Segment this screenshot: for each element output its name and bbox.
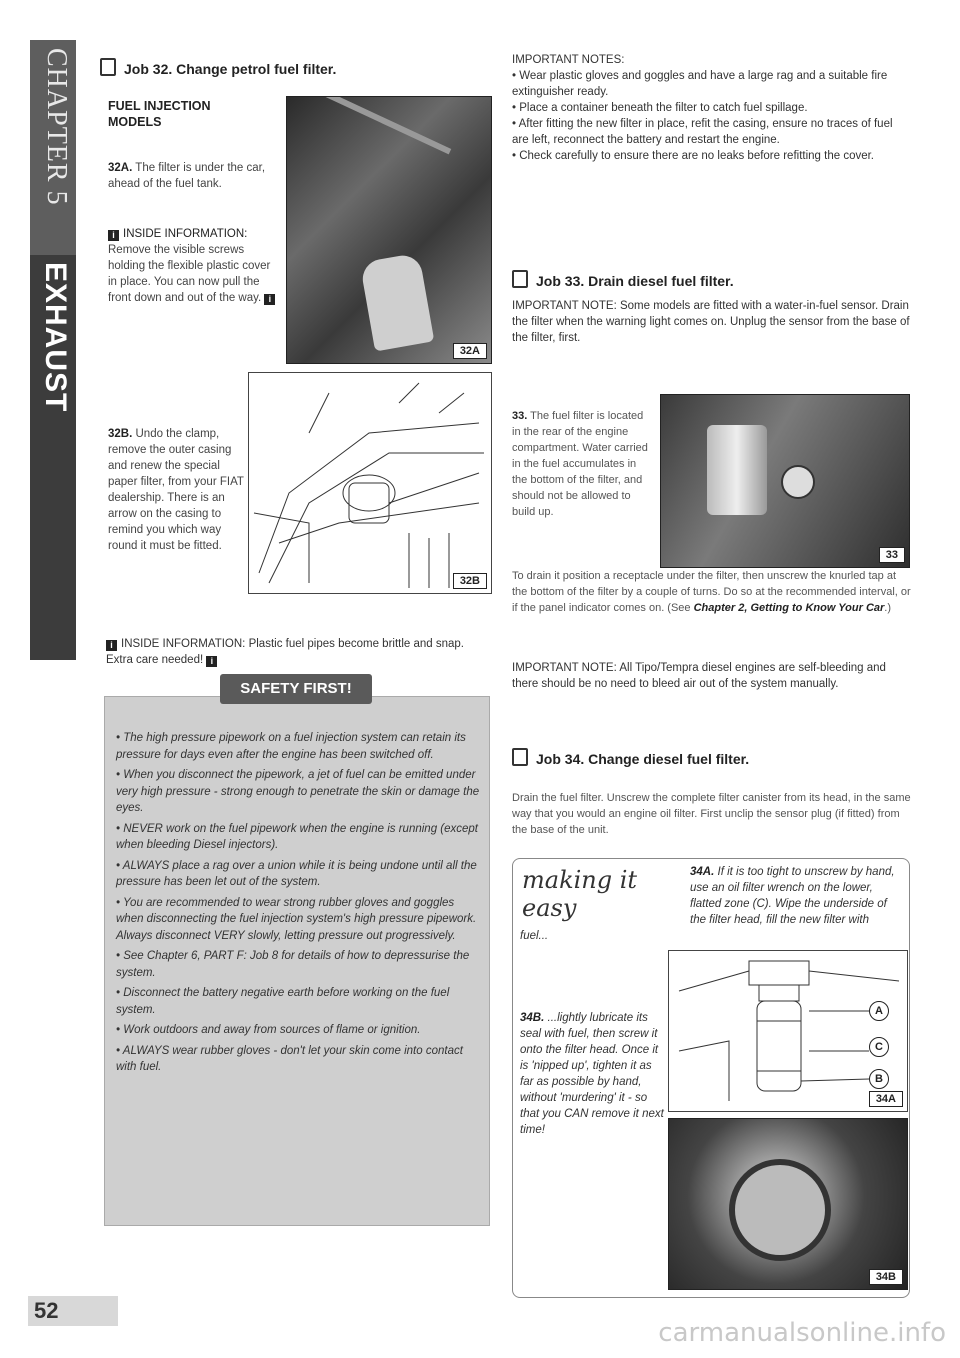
- info-end-icon: i: [206, 656, 217, 667]
- safety-item: • ALWAYS wear rubber gloves - don't let your skin come into contact with fuel.: [116, 1044, 463, 1073]
- callout-a: A: [869, 1001, 889, 1021]
- callout-c: C: [869, 1037, 889, 1057]
- safety-item: • You are recommended to wear strong rubber gloves and goggles when disconnecting the fuel injection system's high pressure pipework. Always disconnect VERY slowly, letting pressure out progressively.: [116, 896, 477, 942]
- important-notes: IMPORTANT NOTES: • Wear plastic gloves and goggles and have a large rag and a suitable fire extinguisher ready. • Place a container beneath the filter to catch fuel spillage. • After fitting the new filter in place, refit the casing, ensure no traces of fuel are left, reconnect the battery and restart the engine. • Check carefully to ensure there are no leaks before refitting the cover.: [512, 52, 912, 164]
- step-32b: 32B. Undo the clamp, remove the outer casing and renew the special paper filter, from your FIAT dealership. There is an arrow on the casing to remind you which way round it must be fitted.: [108, 428, 244, 552]
- checkbox-icon[interactable]: [100, 58, 116, 76]
- safety-item: • When you disconnect the pipework, a jet of fuel can be emitted under very high pressure - strong enough to penetrate the skin or damage the eyes.: [116, 769, 480, 814]
- page-number: 52: [28, 1296, 118, 1326]
- diagram-32b-label: 32B: [453, 573, 487, 589]
- filter-diagram-illustration: [249, 373, 491, 593]
- fuel-injection-heading: FUEL INJECTION MODELS: [108, 99, 211, 129]
- pipe-shape: [313, 96, 451, 154]
- checkbox-icon[interactable]: [512, 270, 528, 288]
- checkbox-icon[interactable]: [512, 748, 528, 766]
- safety-list: [116, 730, 480, 1080]
- logo-spacer: [520, 864, 690, 926]
- inside-info-2: i INSIDE INFORMATION: Plastic fuel pipes become brittle and snap. Extra care needed! i: [106, 638, 465, 666]
- filter-head-diagram: [669, 951, 907, 1111]
- step-33-continued: To drain it position a receptacle under the filter, then unscrew the knurled tap at the bottom of the filter by a couple of turns. Do so at the recommended interval, or if the panel indicator comes on. (See Chapter 2, Getting to Know Your Car.): [512, 570, 911, 614]
- important-note-item: • Wear plastic gloves and goggles and have a large rag and a suitable fire extinguisher ready.: [512, 70, 888, 98]
- callout-b: B: [869, 1069, 889, 1089]
- important-note-item: • Place a container beneath the filter to catch fuel spillage.: [512, 102, 808, 114]
- safety-item: • The high pressure pipework on a fuel injection system can retain its pressure for days even after the engine has been switched off.: [116, 732, 466, 761]
- filter-seal-shape: [729, 1159, 831, 1261]
- safety-item: • ALWAYS place a rag over a union while it is being undone until all the pressure has been let out of the system.: [116, 859, 477, 888]
- info-icon: i: [108, 230, 119, 241]
- job34-heading: Job 34. Change diesel fuel filter.: [512, 748, 749, 767]
- chapter-label: CHAPTER 5: [41, 48, 72, 206]
- job33-note-2: IMPORTANT NOTE: All Tipo/Tempra diesel engines are self-bleeding and there should be no need to bleed air out of the system manually.: [512, 662, 886, 690]
- step-34b: 34B. ...lightly lubricate its seal with fuel, then screw it onto the filter head. Once it is 'nipped up', tighten it as far as possible by hand, without 'murdering' it - so that you CAN remove it next time!: [520, 1012, 664, 1136]
- making-it-easy-logo: making it easy: [522, 866, 638, 922]
- diagram-34a: [668, 950, 908, 1112]
- watermark: carmanualsonline.info: [658, 1318, 946, 1348]
- important-notes-list: [512, 68, 912, 164]
- job32-heading: Job 32. Change petrol fuel filter.: [100, 58, 336, 77]
- step-33: 33. The fuel filter is located in the rear of the engine compartment. Water carried in the fuel accumulates in the bottom of the filter, and should not be allowed to build up.: [512, 410, 648, 518]
- photo-33-label: 33: [879, 547, 905, 563]
- safety-item: • NEVER work on the fuel pipework when the engine is running (except when bleeding Diesel injectors).: [116, 822, 479, 851]
- job34-text: Drain the fuel filter. Unscrew the complete filter canister from its head, in the same way that you would an engine oil filter. First unclip the sensor plug (if fitted) from the base of the unit.: [512, 792, 911, 836]
- badge-shape: [781, 465, 815, 499]
- gloved-hand-shape: [360, 252, 435, 351]
- filter-canister-shape: [707, 425, 767, 515]
- important-note-item: • After fitting the new filter in place, refit the casing, ensure no traces of fuel are left, reconnect the battery and restart the engine.: [512, 118, 893, 146]
- step-32a: 32A. The filter is under the car, ahead of the fuel tank.: [108, 162, 266, 190]
- info-end-icon: i: [264, 294, 275, 305]
- important-note-item: • Check carefully to ensure there are no leaks before refitting the cover.: [512, 150, 874, 162]
- photo-34b: [668, 1118, 908, 1290]
- safety-first-tab: SAFETY FIRST!: [220, 674, 372, 704]
- part-label: PART E: FUEL AND EXHAUST: [39, 262, 106, 555]
- photo-33: [660, 394, 910, 568]
- safety-item: • Disconnect the battery negative earth before working on the fuel system.: [116, 987, 450, 1016]
- inside-info-1: i INSIDE INFORMATION: Remove the visible screws holding the flexible plastic cover in place. You can now pull the front down and out of the way. i: [108, 226, 280, 306]
- photo-32a-label: 32A: [453, 343, 487, 359]
- diagram-32b: [248, 372, 492, 594]
- job33-heading: Job 33. Drain diesel fuel filter.: [512, 270, 734, 289]
- diagram-34a-label: 34A: [869, 1091, 903, 1107]
- safety-item: • Work outdoors and away from sources of flame or ignition.: [116, 1024, 421, 1036]
- job33-note: IMPORTANT NOTE: Some models are fitted with a water-in-fuel sensor. Drain the filter when the warning light comes on. Unplug the sensor from the base of the filter, first.: [512, 300, 910, 344]
- photo-34b-label: 34B: [869, 1269, 903, 1285]
- photo-32a: [286, 96, 492, 364]
- info-icon: i: [106, 640, 117, 651]
- safety-item: • See Chapter 6, PART F: Job 8 for details of how to depressurise the system.: [116, 950, 470, 979]
- step-34a: 34A. If it is too tight to unscrew by hand, use an oil filter wrench on the lower, flatted zone (C). Wipe the underside of the filter head, fill the new filter with fuel...: [520, 866, 895, 942]
